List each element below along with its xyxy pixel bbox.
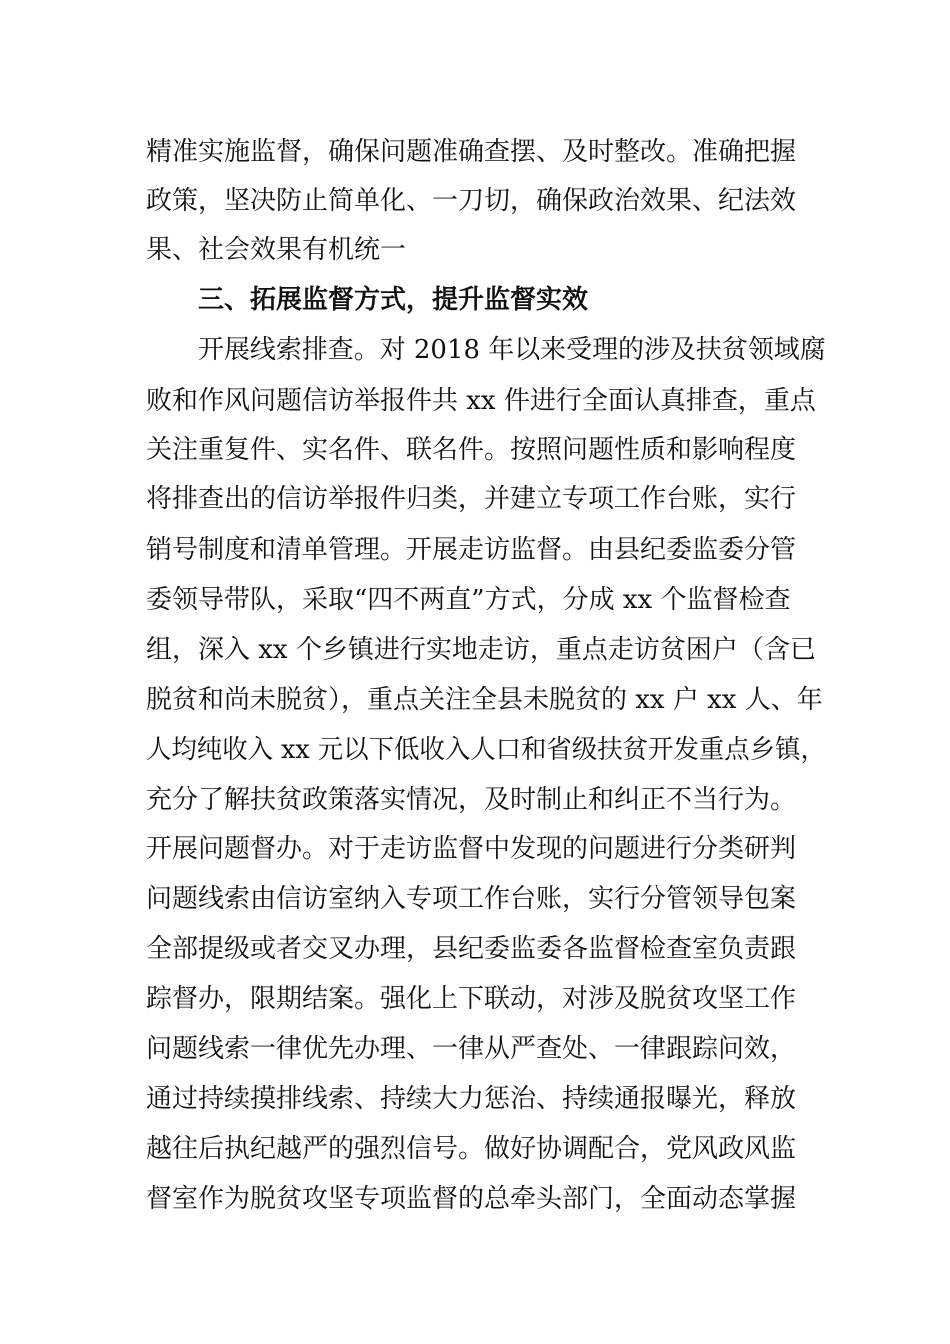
text-line: 踪督办，限期结案。强化上下联动，对涉及脱贫攻坚工作	[146, 984, 797, 1014]
text-line: 问题线索由信访室纳入专项工作台账，实行分管领导包案	[146, 884, 797, 914]
text-line: 人均纯收入 xx 元以下低收入人口和省级扶贫开发重点乡镇，	[146, 735, 826, 765]
text-line: 问题线索一律优先办理、一律从严查处、一律跟踪问效，	[146, 1034, 797, 1064]
text-line: 脱贫和尚未脱贫），重点关注全县未脱贫的 xx 户 xx 人、年	[146, 685, 823, 715]
text-line: 全部提级或者交叉办理，县纪委监委各监督检查室负责跟	[146, 934, 797, 964]
text-line: 精准实施监督，确保问题准确查摆、及时整改。准确把握	[146, 137, 797, 167]
text-line: 关注重复件、实名件、联名件。按照问题性质和影响程度	[146, 435, 797, 465]
text-line: 督室作为脱贫攻坚专项监督的总牵头部门，全面动态掌握	[146, 1184, 797, 1214]
text-line: 败和作风问题信访举报件共 xx 件进行全面认真排查，重点	[146, 386, 816, 416]
text-line: 政策，坚决防止简单化、一刀切，确保政治效果、纪法效	[146, 186, 797, 216]
text-line: 通过持续摸排线索、持续大力惩治、持续通报曝光，释放	[146, 1084, 797, 1114]
text-line: 将排查出的信访举报件归类，并建立专项工作台账，实行	[146, 484, 797, 514]
text-line: 越往后执纪越严的强烈信号。做好协调配合，党风政风监	[146, 1134, 797, 1164]
section-heading: 三、拓展监督方式，提升监督实效	[198, 285, 589, 315]
text-line: 开展问题督办。对于走访监督中发现的问题进行分类研判	[146, 834, 797, 864]
text-line: 销号制度和清单管理。开展走访监督。由县纪委监委分管	[146, 535, 797, 565]
paragraph-first-line: 开展线索排查。对 2018 年以来受理的涉及扶贫领域腐	[198, 335, 826, 365]
text-line: 充分了解扶贫政策落实情况，及时制止和纠正不当行为。	[146, 785, 797, 815]
text-line: 组，深入 xx 个乡镇进行实地走访，重点走访贫困户（含已	[146, 635, 816, 665]
text-line: 果、社会效果有机统一	[146, 235, 407, 265]
text-line: 委领导带队，采取“四不两直”方式，分成 xx 个监督检查	[146, 585, 791, 615]
